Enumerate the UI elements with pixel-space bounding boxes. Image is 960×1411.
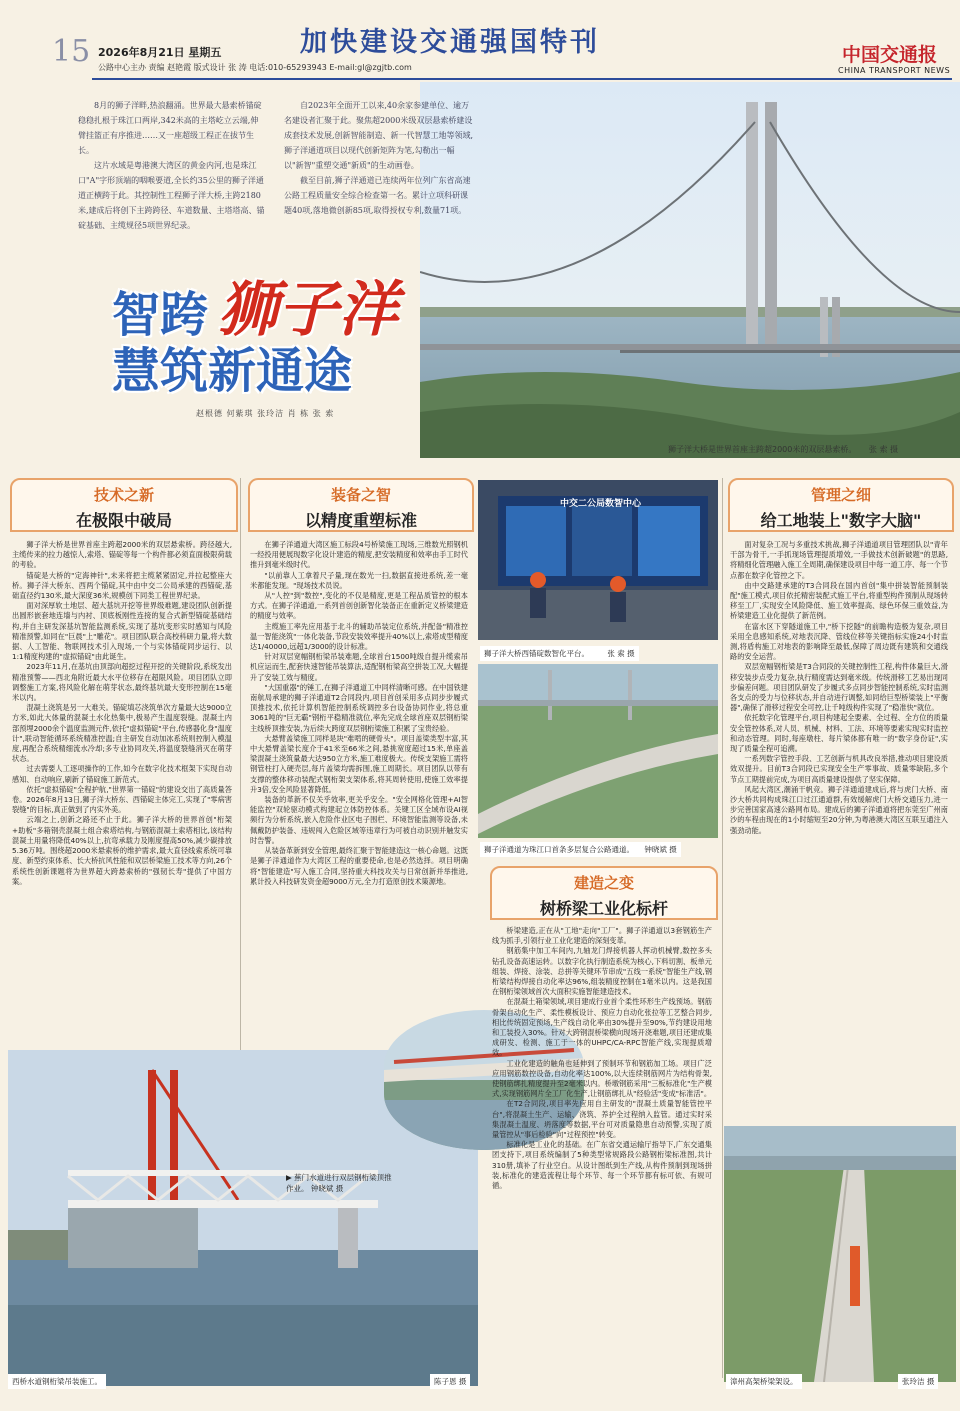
- section-build-body: [492, 926, 712, 1392]
- body-paragraph: 混凝土浇筑是另一大难关。锚碇填芯浇筑单次方量最大达9000立方米,如此大体量的混凝土水化热集中,极易产生温度裂缝。混凝土内部预埋2000余个温度监测元件,依托"虚拟锚碇"平台,传感器化身"温度计",联动智能循环系统精准控温;自主研发自动加冰系统则控制入模温度,再配合系统精细流水冷却;多专业协同攻关,将温度裂缝消灭在萌芽状态。: [12, 703, 232, 764]
- section-equip-header: [248, 478, 474, 532]
- lead-paragraph: 自2023年全面开工以来,40余家参建单位、逾万名建设者汇聚于此。聚焦超2000米级双层悬索桥建设成套技术发展,创新智能制造、新一代智慧工地等领域,狮子洋通道项目以现代创新矩阵为笔,勾勒出一幅以"新智"重塑交通"新质"的生动画卷。: [284, 101, 474, 170]
- body-paragraph: 工业化建造的触角也延伸到了预制环节和钢筋加工场。项目广泛应用钢筋数控设备,自动化率达100%,以大连续钢筋网片为结构骨架,使钢筋绑扎精度提升至2毫米以内。桥墩钢筋采用"三板标准化"生产模式,实现钢筋网片全工厂化生产,让钢筋绑扎从"经验活"变成"标准活"。: [492, 1058, 712, 1099]
- hero-caption-text: 狮子洋大桥是世界首座主跨超2000米的双层悬索桥。: [668, 445, 857, 454]
- section-manage-body: [730, 540, 948, 1120]
- body-paragraph: 从"人控"到"数控",变化的不仅是精度,更是工程品质管控的根本方式。在狮子洋通道,一系列首创创新智化装备正在重新定义桥梁建造的精度与效率。: [250, 591, 468, 621]
- lead-right-column: [284, 98, 474, 218]
- tech-photo-credit: 陈子恩 摄: [430, 1374, 470, 1389]
- manage-caption-text: 漳州高架桥梁架设。: [730, 1377, 798, 1386]
- body-paragraph: 云端之上,创新之路还不止于此。狮子洋大桥的世界首创"桁架+助板"多箱钢壳混凝土组合索塔结构,与钢筋混凝土索塔相比,该结构混凝土用量将降低40%以上,抗弯承载力及刚度提高50%,减少碳排放5.36万吨。围绕超2000米悬索桥的维护需求,最大直径线索系统可靠度、新型约束体系、长大桥抗风性能和双层桥梁施工技术等方向,26个系统性创新课题将为世界超大跨悬索桥的"强韧长寿"提供了中国方案。: [12, 815, 232, 886]
- issue-date: 2026年8月21日 星期五: [98, 46, 222, 59]
- body-paragraph: 一系列数字管控手段、工艺创新与机具改良举措,推动项目建设质效双提升。目前T3合同段已实现安全生产零事故、质量零缺陷,多个节点工期提前完成,为项目高质量建设提供了坚实保障。: [730, 754, 948, 784]
- lead-left-column: [78, 98, 266, 233]
- section-tech-body: [12, 540, 232, 1040]
- section-equip-body: [250, 540, 468, 1030]
- page-header: [0, 0, 960, 78]
- hero-caption-credit: 张 索 摄: [868, 445, 898, 454]
- body-paragraph: 面对深厚软土地层、超大基坑开挖等世界级难题,建设团队创新提出圆形嵌套地连墙与内衬、顶底板刚性连接的复合式新型锚碇基础结构,并自主研发深基坑智能监测系统,实现了基坑变形实时感知与风险精准预警,如同在"巨晨"上"雕花"。项目团队联合高校科研力量,将大数据、人工智能、物联网技术引入现场,一个与实体锚碇同步运行、以1:1精度构建的"虚拟锚碇"由此诞生。: [12, 601, 232, 662]
- hero-photo: [420, 82, 960, 458]
- hero-title-line2: 慧筑新通途: [112, 343, 353, 399]
- manage-photo-credit: 张玲洁 摄: [898, 1374, 938, 1389]
- body-paragraph: 装备的革新不仅关乎效率,更关乎安全。"安全网格化管理+AI智能监控"双轮驱动模式构建起立体防控体系。关键工区全域布设AI视频行为分析系统,嵌入危险作业区电子围栏、环境智能监测等设备,未佩戴防护装备、违规闯入危险区域等违章行为可被自动识别并触发实时告警。: [250, 795, 468, 845]
- equip-photo2-caption: [480, 842, 681, 857]
- equip-photo2-credit: 钟晓斌 摄: [644, 845, 677, 854]
- body-paragraph: "以前靠人工拿着尺子量,现在数光一扫,数据直接进系统,差一毫米都能发现。"现场技术员说。: [250, 570, 468, 590]
- body-paragraph: 双层宽幅钢桁梁是T3合同段的关键控制性工程,构件体量巨大,滑移安装步点受力复杂,执行精度需达到毫米级。传统滑移工艺易出现同步偏差问题。项目团队研发了步履式多点同步智能控制系统,实时监测各支点的受力与位移状态,并自动进行调整,如同给巨型桥梁装上"平衡器",确保了滑移过程安全可控,让千吨级构件实现了"稳准快"就位。: [730, 662, 948, 713]
- section-tag: 装备之智: [330, 486, 391, 504]
- body-paragraph: 面对复杂工况与多重技术挑战,狮子洋通道项目管理团队以"青年干部为骨干,一手抓现场管理提质增效,一手做技术创新破题"的思路,将精细化管理融入施工全周期,确保建设项目中每一道工序、每一个节点都在数字化管控之下。: [730, 540, 948, 580]
- section-tag: 建造之变: [573, 874, 634, 892]
- equip-photo3-caption-text: ▶ 蕉门水道进行双层钢桁梁顶推作业。: [286, 1173, 392, 1193]
- section-build-header: [490, 866, 718, 920]
- special-issue-title: 加快建设交通强国特刊: [300, 27, 600, 58]
- section-subtitle: 树桥梁工业化标杆: [539, 899, 668, 918]
- body-paragraph: 在狮子洋通道大湾区施工标段4号桥梁施工现场,三维数光照钢机一经投用便展现数字化设计建造的精度,把安装精度和效率由手工时代推升到毫米级时代。: [250, 540, 468, 570]
- body-paragraph: 针对双层宽幅钢桁梁吊装难题,全球首台1500吨级自提升缆索吊机应运而生,配套快速智能吊装算法,适配钢桁梁高空拼装工况,大幅提升了安装工效与精度。: [250, 652, 468, 682]
- body-paragraph: 在混凝土箱梁领域,项目建成行业首个柔性环形生产线预场。钢筋骨架自动化生产、柔性模板设计、预应力自动化张拉等工艺整合同步,相比传统固定预场,生产线自动化率由30%提升至90%,节约建设用地和工装投入30%。针对大跨钢混桥梁横向现场开浇难题,项目还建成集成研发、检测、施工于一体的UHPC/CA-RPC智能产线,实现提质增效。: [492, 997, 712, 1058]
- body-paragraph: 风起大湾区,潮涌干帆竞。狮子洋通道建成后,将与虎门大桥、南沙大桥共同构成珠江口过江通道群,有效缓解虎门大桥交通压力,进一步完善国家高速公路网布局。建成后的狮子洋通道将把东莞至广州南沙的车程由现在的1小时缩短至20分钟,为粤港澳大湾区互联互通注入强劲动能。: [730, 784, 948, 835]
- manage-photo: [724, 1126, 956, 1382]
- section-tech-header: [10, 478, 238, 532]
- body-paragraph: 在富水区下穿隧道施工中,"桥下挖隧"的前瞻构造极为复杂,项目采用全息感知系统,对地表沉降、管线位移等关键指标实施24小时监测,将盾构施工对地表的影响降至最低,保障了周边既有建筑和交通线路的安全运营。: [730, 621, 948, 662]
- body-paragraph: 锚碇是大桥的"定海神针",未来将把主缆紧紧固定,并拉起整座大桥。狮子洋大桥东、西两个锚碇,其中由中交二公局承建的西锚碇,基础直径约130米,最大深度36米,规模创下同类工程世界纪录。: [12, 570, 232, 601]
- newspaper-logo: 中国交通报: [842, 44, 938, 66]
- equip-photo2: [478, 664, 718, 838]
- body-paragraph: 狮子洋大桥是世界首座主跨超2000米的双层悬索桥。跨径越大,主缆传来的拉力越惊人,索塔、锚碇等每一个构件都必须直面极限荷载的考验。: [12, 540, 232, 570]
- section-subtitle: 给工地装上"数字大脑": [760, 511, 922, 530]
- equip-photo1-credit: 张 索 摄: [607, 649, 635, 658]
- lead-paragraph: 截至目前,狮子洋通道已连续两年位列广东省高速公路工程质量安全综合检查第一名。累计立项科研课题40项,落地微创新85项,取得授权专利,数量71项。: [284, 176, 471, 215]
- hero-authors: 赵根德 何紫琪 张玲洁 肖 栋 张 索: [196, 409, 335, 418]
- body-paragraph: 从装备革新到安全管理,最终汇聚于智能建造这一核心命题。这既是狮子洋通道作为大湾区工程的重要使命,也是必然选择。项目明确将"智能建造"写入施工合同,坚持重大科技攻关与日常创新并举推进,累计投入科技研发资金超9000万元,全力打造原创技术策源地。: [250, 846, 468, 886]
- header-rule: [92, 78, 952, 80]
- section-subtitle: 以精度重塑标准: [304, 511, 417, 530]
- tech-photo-caption: [8, 1374, 106, 1389]
- section-manage-header: [728, 478, 954, 532]
- hero-photo-caption: [668, 444, 898, 455]
- equip-photo2-caption-text: 狮子洋通道为珠江口首条多层复合公路通道。: [484, 845, 634, 854]
- body-paragraph: 钢筋集中加工车间内,九轴龙门焊接机器人挥动机械臂,数控多头钻孔设备高速运转。以数字化执行制造系统为核心,下料切割、板单元组装、焊接、涂装、总拼等关键环节串成"五线一系统"智能生产线,钢桁梁结构焊接自动化率达96%,组装精度控制在1毫米以内。这是我国在钢桁梁领域首次大面积实施智能建造技术。: [492, 946, 712, 997]
- manage-photo-caption: [726, 1374, 802, 1389]
- editorial-meta: 公路中心主办 责编 赵艳霞 版式设计 张 涛 电话:010-65293943 E-mail:gl@zgjtb.com: [98, 63, 412, 72]
- hero-title-red: 狮子洋: [218, 275, 398, 345]
- body-paragraph: 标准化是工业化的基础。在广东省交通运输厅指导下,广东交通集团支持下,项目系统编制了5种类型常规路段公路钢桁梁标准图,共计310册,填补了行业空白。从设计图纸到生产线,从构件预制到现场拼装,标准化的建造流程让每个环节、每一个环节都有标可依、有规可循。: [492, 1140, 712, 1191]
- lead-paragraph: 这片水域是粤港澳大湾区的黄金内河,也是珠江口"A"字形顶端的咽喉要道,全长约35公里的狮子洋通道正横跨于此。其控制性工程狮子洋大桥,主跨2180米,建成后将创下主跨跨径、车道数量、主塔塔高、锚碇基础、主缆规径5项世界纪录。: [78, 161, 265, 230]
- page-number: 15: [52, 34, 91, 69]
- newspaper-logo-en: CHINA TRANSPORT NEWS: [838, 66, 951, 75]
- body-paragraph: "大国重器"的锤工,在狮子洋通道工中同样清晰可感。在中国铁建南航局承建的狮子洋通道T2合同段内,项目首创采用多点同步步履式顶推技术,依托计算机智能控制系统调控多台设备协同作业,将总重3061吨的"巨无霸"钢桁平稳精准就位,率先完成全球首座双层钢桁梁主线桥顶推安装,为后续大跨度双层钢桁梁施工积累了宝贵经验。: [250, 682, 468, 733]
- equip-photo1-screen: 中交二公局数智中心: [560, 499, 642, 509]
- equip-photo3-caption: [282, 1170, 400, 1196]
- equip-photo1-caption: [480, 646, 639, 661]
- equip-photo1-caption-text: 狮子洋大桥西锚碇数智化平台。: [484, 649, 589, 658]
- body-paragraph: 主缆施工率先应用基于北斗的辅助吊装定位系统,并配备"精准控温一智能浇筑"一体化装备,节段安装效率提升40%以上,索塔成型精度达1/40000,远超1/3000的设计标准。: [250, 621, 468, 652]
- body-paragraph: 桥梁建造,正在从"工地"走向"工厂"。狮子洋通道以3套钢筋生产线为抓手,引领行业工业化建造的深刻变革。: [492, 926, 712, 946]
- hero-title-part1: 智跨: [112, 287, 209, 343]
- body-paragraph: 在T2合同段,项目率先应用自主研发的"混凝土质量智能管控平台",将混凝土生产、运输、浇筑、养护全过程纳入监管。通过实时采集混凝土温度、坍落度等数据,平台可对质量隐患自动预警,实现了质量管控从"事后检验"向"过程预控"转变。: [492, 1099, 712, 1140]
- body-paragraph: 大悬臂盖梁施工同样是块"难啃的硬骨头"。项目盖梁类型丰富,其中大悬臂盖梁长度介于41米至66米之间,悬挑宽度超过15米,单座盖梁混凝土浇筑量最大达950立方米,施工难度极大。传统支架施工需将钢管柱打入硬壳层,每片盖梁均需拆围,施工周期长。项目团队以带有支撑的整体移动装配式钢桁架支架体系,将其周转使用,使施工效率提升3倍,安全风险显著降低。: [250, 733, 468, 794]
- equip-photo3-credit: 钟晓斌 摄: [310, 1184, 344, 1193]
- body-paragraph: 依托数字化管理平台,项目构建起全要素、全过程、全方位的质量安全管控体系,对人员、机械、材料、工法、环境等要素实现实时监控和动态管理。同时,每座墩柱、每片梁体都有唯一的"数字身份证",实现了质量全程可追溯。: [730, 713, 948, 754]
- section-subtitle: 在极限中破局: [75, 511, 172, 530]
- body-paragraph: 2023年11月,在基坑由顶部向超挖过程开挖的关键阶段,系统发出精准预警——西北角附近最大水平位移存在超限风险。项目团队立即调整施工方案,将风险化解在萌芽状态,最终基坑最大变形控制在15毫米以内。: [12, 662, 232, 703]
- body-paragraph: 过去需要人工逐项操作的工作,如今在数字化技术框架下实现自动感知、自动响应,刷新了锚碇施工新范式。: [12, 764, 232, 784]
- tech-caption-text: 西桥水道钢桁梁吊装施工。: [12, 1377, 102, 1386]
- section-tag: 技术之新: [93, 486, 154, 504]
- section-tag: 管理之细: [810, 486, 871, 504]
- body-paragraph: 依托"虚拟锚碇"全程护航,"世界第一锚碇"的建设交出了高质量答卷。2026年8月13日,狮子洋大桥东、西锚碇主体完工,实现了"零病害裂缝"的目标,真正做到了内实外美。: [12, 784, 232, 815]
- body-paragraph: 由中交路建承建的T3合同段在国内首创"集中拼装智能预制装配"施工模式,项目依托精密装配式施工平台,将重型构件预制从现场转移至工厂,实现安全风险降低、施工效率提高、绿色环保三重效益,为桥梁建造工业化提供了新范例。: [730, 580, 948, 621]
- lead-paragraph: 8月的狮子洋畔,热浪翻涌。世界最大悬索桥锚碇稳稳扎根于珠江口两岸,342米高的主塔屹立云端,伸臂挂篮正有序推进……又一座超级工程正在拔节生长。: [78, 101, 262, 155]
- column-divider: [722, 478, 723, 1378]
